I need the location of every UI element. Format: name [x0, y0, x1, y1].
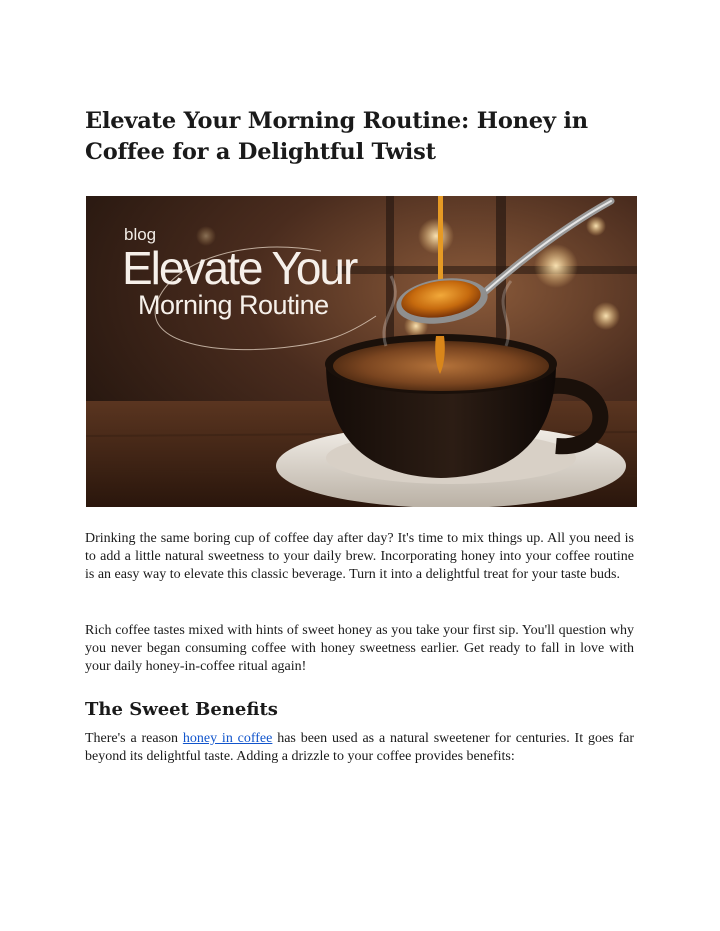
section-paragraph — [85, 730, 634, 766]
hero-subheadline: Morning Routine — [138, 290, 329, 320]
hero-image — [86, 196, 637, 507]
section-text-before-link: There's a reason — [85, 731, 183, 746]
hero-headline: Elevate Your — [122, 242, 357, 294]
intro-paragraph-2: Rich coffee tastes mixed with hints of sweet honey as you take your first sip. You'll question why you never began consuming coffee with honey sweetness earlier. Get ready to fall in love with your daily honey-in-coffee ritual again! — [85, 623, 634, 675]
honey-in-coffee-link[interactable]: honey in coffee — [182, 731, 273, 746]
intro-paragraph-1: Drinking the same boring cup of coffee day after day? It's time to mix things up. All you need is to add a little natural sweetness to your daily brew. Incorporating honey into your coffee routine is an easy way to elevate this classic beverage. Turn it into a delightful treat for your taste buds. — [85, 531, 634, 583]
hero-illustration — [86, 196, 637, 507]
section-text-after-link: has been used as a natural sweetener for centuries. It goes far beyond its delightful taste. Adding a drizzle to your coffee provides benefits: — [85, 731, 634, 765]
hero-kicker: blog — [124, 225, 157, 244]
section-heading: The Sweet Benefits — [85, 699, 278, 720]
article-title: Elevate Your Morning Routine: Honey in Coffee for a Delightful Twist — [85, 108, 588, 165]
